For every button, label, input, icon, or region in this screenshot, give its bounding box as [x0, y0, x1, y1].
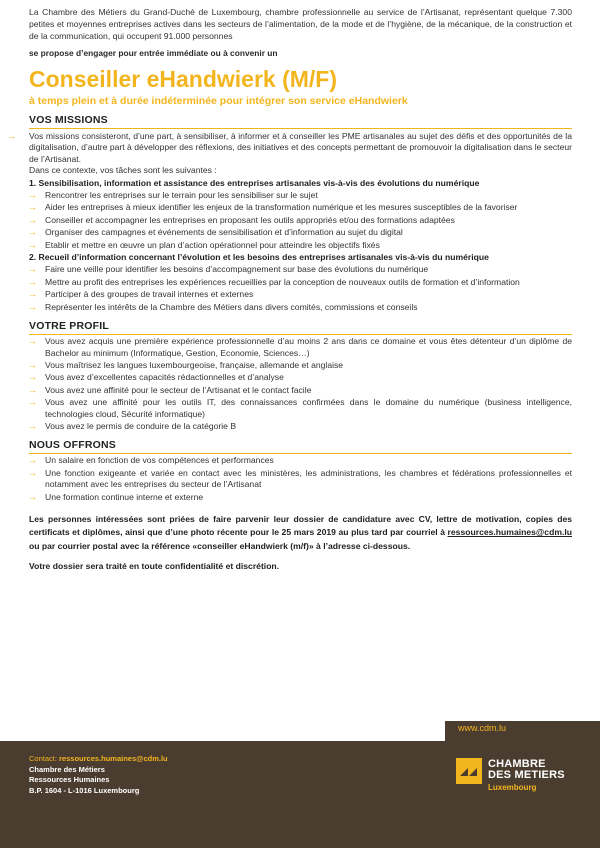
address-text: Chambre des Métiers — [29, 764, 105, 774]
arrow-right-icon: → — [28, 289, 37, 300]
list-item-text: Vous avez une affinité pour les outils IT, des connaissances confirmées dans le domaine du numérique (business intelligence, technologies cloud, Sécurité informatique) — [45, 397, 572, 419]
job-subtitle: à temps plein et à durée indéterminée pour intégrer son service eHandwierk — [29, 95, 408, 107]
arrow-right-icon: → — [28, 214, 37, 225]
list-item-text: Participer à des groupes de travail internes et externes — [45, 289, 254, 300]
application-email-link[interactable]: ressources.humaines@cdm.lu — [447, 527, 572, 538]
list-item-text: Une fonction exigeante et variée en contact avec les ministères, les administrations, les chambres et fédérations professionnelles et notamment avec les entreprises du secteur de l’Artisanat — [45, 467, 572, 490]
arrow-right-icon: → — [28, 190, 37, 201]
list-item — [29, 385, 572, 396]
arrow-right-icon: → — [28, 384, 37, 395]
chamber-logo-icon — [456, 758, 482, 784]
logo-wordmark — [488, 759, 565, 781]
list-item — [29, 372, 572, 383]
list-item-text: Etablir et mettre en œuvre un plan d’action opérationnel pour atteindre les objectifs fixés — [45, 239, 380, 250]
list-item — [29, 277, 572, 288]
engage-line: se propose d’engager pour entrée immédiate ou à convenir un — [29, 48, 278, 58]
arrow-right-icon: → — [28, 202, 37, 213]
missions-group2-title: 2. Recueil d’information concernant l’évolution et les besoins des entreprises artisanales vis-à-vis du numérique — [29, 252, 489, 263]
list-item-text: Une formation continue interne et externe — [45, 491, 204, 502]
list-item — [29, 289, 572, 300]
logo-line-1: CHAMBRE — [488, 758, 546, 770]
missions-group2-list — [29, 264, 572, 313]
address-text: B.P. 1604 - L-1016 Luxembourg — [29, 785, 140, 795]
list-item-text: Vous avez le permis de conduire de la catégorie B — [45, 420, 237, 431]
arrow-right-icon: → — [28, 491, 37, 502]
intro-paragraph: La Chambre des Métiers du Grand-Duché de Luxembourg, chambre professionnelle au service de l’Artisanat, représentant quelque 7.300 petites et moyennes entreprises actives dans les secteurs de l’alimentation, de la mode et de l’hygiène, de la mécanique, de la construction et de la communication, qui occupent 91.000 personnes — [29, 7, 572, 41]
list-item — [29, 455, 572, 466]
arrow-right-icon: → — [28, 301, 37, 312]
missions-group1-title: 1. Sensibilisation, information et assistance des entreprises artisanales vis-à-vis des évolutions du numérique — [29, 177, 480, 188]
arrow-right-icon: → — [28, 420, 37, 431]
list-item — [29, 227, 572, 238]
confidentiality-note: Votre dossier sera traité en toute confidentialité et discrétion. — [29, 561, 280, 572]
address-text: Ressources Humaines — [29, 775, 110, 784]
contact-line — [29, 754, 168, 765]
list-item-text: Un salaire en fonction de vos compétences et performances — [45, 455, 274, 466]
section-heading-profil: VOTRE PROFIL — [29, 320, 572, 335]
list-item — [29, 215, 572, 226]
list-item — [29, 492, 572, 503]
list-item-text: Vous avez acquis une première expérience professionnelle d’au moins 2 ans dans ce domaine et vous êtes détenteur d’un diplôme de Bachelor au minimum (Informatique, Gestion, Economie, Sciences…) — [45, 336, 572, 358]
logo-subtitle: Luxembourg — [488, 783, 537, 792]
arrow-right-icon: → — [28, 276, 37, 287]
arrow-right-icon: → — [28, 264, 37, 275]
list-item — [29, 202, 572, 213]
list-item — [29, 421, 572, 432]
list-item — [29, 468, 572, 491]
closing-text-1: Les personnes intéressées sont priées de faire parvenir leur dossier de candidature avec CV, lettre de motivation, copies des certificats et diplômes, ainsi que d’une photo récente pour le 25 mars 2019 au plus tard par courriel à — [29, 513, 572, 538]
list-item — [29, 240, 572, 251]
list-item — [29, 336, 572, 359]
arrow-right-icon: → — [28, 455, 37, 466]
list-item-text: Représenter les intérêts de la Chambre des Métiers dans divers comités, commissions et conseils — [45, 301, 418, 312]
list-item — [29, 264, 572, 275]
arrow-right-icon: → — [28, 467, 37, 478]
list-item-text: Vous maîtrisez les langues luxembourgeoise, française, allemande et anglaise — [45, 359, 344, 370]
contact-block — [29, 754, 168, 796]
profil-list — [29, 336, 572, 432]
logo-line-2: DES METIERS — [488, 769, 565, 781]
list-item-text: Faire une veille pour identifier les besoins d’accompagnement sur base des évolutions du numérique — [45, 264, 429, 275]
list-item-text: Vous avez d’excellentes capacités rédactionnelles et d’analyse — [45, 372, 284, 383]
address-line — [29, 775, 168, 786]
offrons-list — [29, 455, 572, 503]
arrow-right-icon: → — [7, 131, 16, 141]
list-item — [29, 302, 572, 313]
address-line — [29, 786, 168, 797]
list-item-text: Organiser des campagnes et événements de sensibilisation et d’information au sujet du digital — [45, 227, 403, 238]
website-link[interactable]: www.cdm.lu — [458, 723, 507, 733]
job-title: Conseiller eHandwierk (M/F) — [29, 66, 338, 92]
contact-email-link[interactable]: ressources.humaines@cdm.lu — [59, 754, 168, 763]
missions-intro-text: Vos missions consisteront, d’une part, à sensibiliser, à informer et à conseiller les PME artisanales au sujet des défis et des opportunités de la digitalisation, d’autre part à développer des réflexions, des initiatives et des concepts permettant de promouvoir la digitalisation dans le secteur de l’Artisanat. — [29, 131, 572, 164]
address-line — [29, 765, 168, 776]
list-item-text: Vous avez une affinité pour le secteur de l’Artisanat et le contact facile — [45, 384, 312, 395]
contact-label: Contact: — [29, 754, 60, 763]
arrow-right-icon: → — [28, 359, 37, 370]
list-item — [29, 397, 572, 420]
missions-intro — [7, 131, 572, 165]
application-instructions — [29, 513, 572, 554]
missions-context: Dans ce contexte, vos tâches sont les suivantes : — [29, 165, 217, 176]
section-heading-offrons: NOUS OFFRONS — [29, 439, 572, 454]
list-item-text: Aider les entreprises à mieux identifier les enjeux de la transformation numérique et les mesures susceptibles de la favoriser — [45, 202, 518, 213]
list-item — [29, 190, 572, 201]
missions-group1-list — [29, 190, 572, 251]
arrow-right-icon: → — [28, 397, 37, 408]
arrow-right-icon: → — [28, 239, 37, 250]
list-item-text: Rencontrer les entreprises sur le terrain pour les sensibiliser sur le sujet — [45, 190, 318, 201]
arrow-right-icon: → — [28, 372, 37, 383]
closing-text-2: ou par courrier postal avec la référence «conseiller eHandwierk (m/f)» à l’adresse ci-dessous. — [29, 540, 411, 551]
list-item-text: Conseiller et accompagner les entreprises en proposant les outils appropriés et/ou des formations adaptées — [45, 214, 455, 225]
list-item-text: Mettre au profit des entreprises les expériences recueillies par la conception de nouveaux outils de formation et d’information — [45, 276, 520, 287]
list-item — [29, 360, 572, 371]
arrow-right-icon: → — [28, 336, 37, 347]
section-heading-missions: VOS MISSIONS — [29, 114, 572, 129]
main-content — [7, 6, 572, 572]
arrow-right-icon: → — [28, 227, 37, 238]
